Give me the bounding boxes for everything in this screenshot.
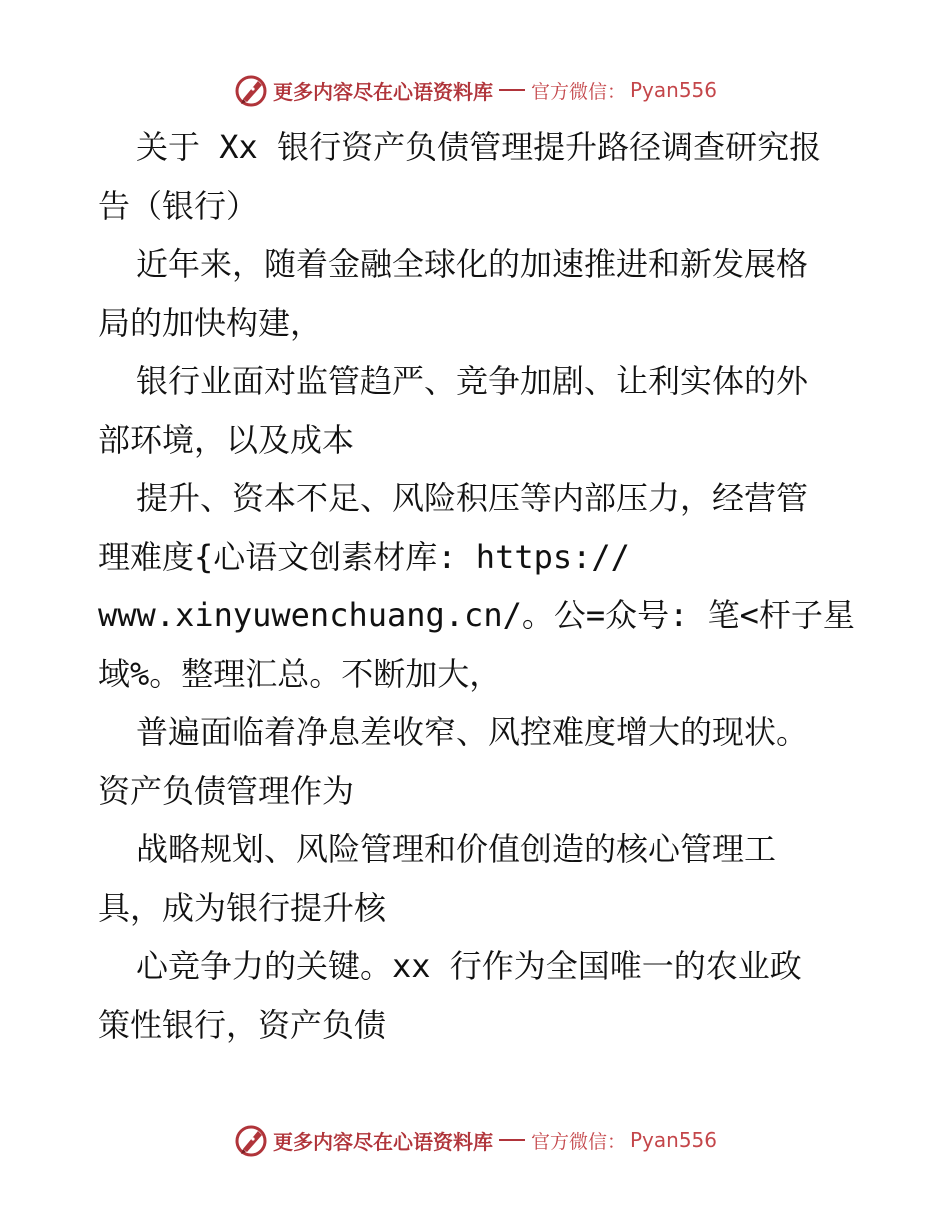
document-body [98,118,858,1054]
paragraph-line: 策性银行，资产负债 [98,1005,387,1044]
paragraph-line: 理难度{心语文创素材库: https:// [98,537,630,576]
paragraph-line: www.xinyuwenchuang.cn/。公=众号: 笔<杆子星 [98,596,855,634]
paragraph-line: 心竞争力的关键。xx 行作为全国唯一的农业政 [136,947,802,985]
title-line-1: 关于 Xx 银行资产负债管理提升路径调查研究报 [136,128,822,166]
footer-watermark-banner [0,1120,950,1160]
title-line-2: 告（银行） [98,186,259,225]
paragraph-line: 战略规划、风险管理和价值创造的核心管理工 [136,830,777,868]
banner-dash [499,89,525,91]
banner-wechat-id: Pyan556 [630,1128,718,1152]
paragraph-line: 局的加快构建， [98,303,323,342]
paragraph-line: 域%。整理汇总。不断加大， [98,654,502,693]
banner-wechat-label: 官方微信： [530,1130,626,1153]
pen-nib-logo-icon [233,72,269,108]
paragraph-line: 提升、资本不足、风险积压等内部压力，经营管 [136,479,809,517]
paragraph-line: 普遍面临着净息差收窄、风控难度增大的现状。 [136,713,809,751]
banner-wechat-id: Pyan556 [630,78,718,102]
paragraph-line: 具，成为银行提升核 [98,888,387,927]
banner-wechat-label: 官方微信： [530,80,626,103]
paragraph-line: 资产负债管理作为 [98,771,355,810]
paragraph-line: 银行业面对监管趋严、竞争加剧、让利实体的外 [136,362,809,400]
paragraph-line: 近年来，随着金融全球化的加速推进和新发展格 [136,245,809,283]
header-watermark-banner [0,70,950,110]
banner-dash [499,1139,525,1141]
pen-nib-logo-icon [233,1122,269,1158]
paragraph-line: 部环境，以及成本 [98,420,355,459]
banner-slogan: 更多内容尽在心语资料库 [272,1129,493,1154]
banner-slogan: 更多内容尽在心语资料库 [272,79,493,104]
